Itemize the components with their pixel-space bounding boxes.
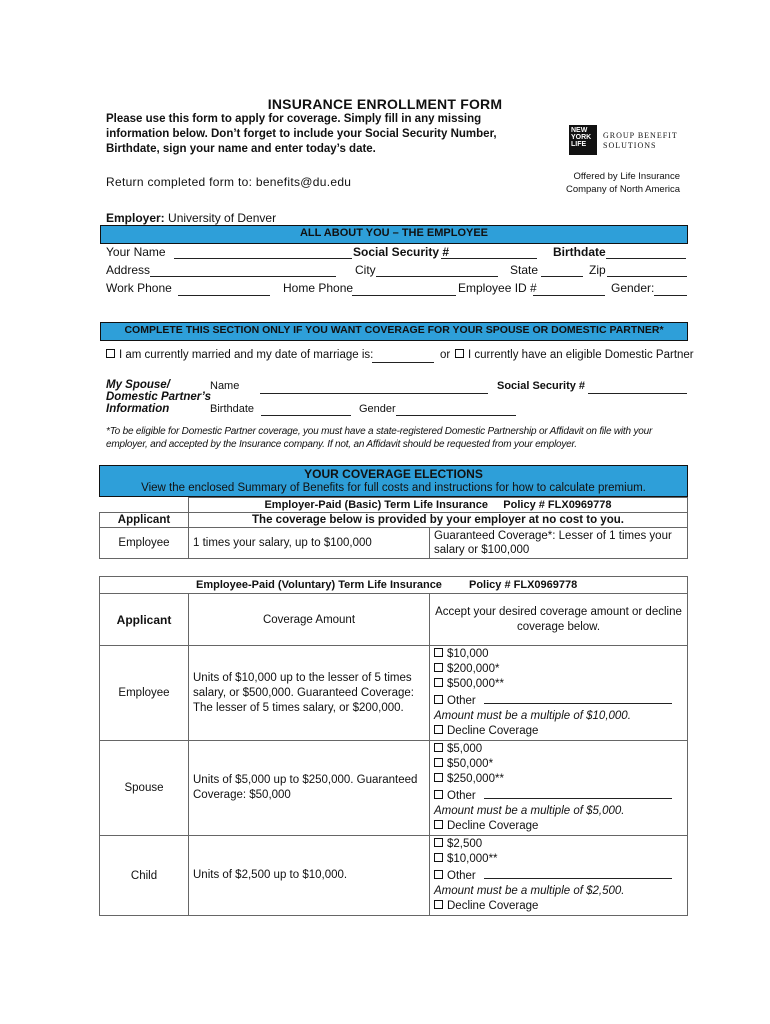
checkbox-icon[interactable] — [434, 853, 443, 862]
voluntary-applicant-header: Applicant — [100, 594, 189, 646]
checkbox-icon[interactable] — [434, 648, 443, 657]
spouse-birthdate-label: Birthdate — [210, 403, 255, 415]
spouse-other-amount-field[interactable] — [484, 787, 672, 799]
married-text: I am currently married and my date of marriage is: — [119, 349, 374, 361]
spouse-coverage-terms: Units of $5,000 up to $250,000. Guaranteed Coverage: $50,000 — [189, 741, 430, 836]
basic-applicant-employee: Employee — [100, 528, 189, 559]
spouse-birthdate-field[interactable] — [261, 415, 351, 416]
child-other-amount-field[interactable] — [484, 867, 672, 879]
partner-checkbox[interactable] — [455, 349, 464, 358]
home-phone-label: Home Phone — [283, 281, 354, 295]
zip-label: Zip — [589, 263, 606, 277]
voluntary-title-row — [100, 577, 688, 594]
spouse-name-field[interactable] — [260, 393, 488, 394]
your-name-field[interactable] — [174, 258, 352, 259]
option-employee-other[interactable]: Other — [434, 692, 683, 709]
city-label: City — [355, 263, 376, 277]
page-title: INSURANCE ENROLLMENT FORM — [267, 96, 503, 112]
checkbox-icon[interactable] — [434, 820, 443, 829]
option-employee-200000[interactable]: $200,000* — [434, 662, 683, 677]
voluntary-life-table — [99, 576, 688, 916]
voluntary-title: Employee-Paid (Voluntary) Term Life Insurance — [196, 579, 442, 591]
checkbox-icon[interactable] — [434, 900, 443, 909]
option-child-other[interactable]: Other — [434, 867, 683, 884]
offered-by: Offered by Life Insurance Company of North America — [565, 171, 680, 195]
your-name-label: Your Name — [106, 245, 166, 259]
employer-value: University of Denver — [168, 211, 277, 225]
option-employee-10000[interactable]: $10,000 — [434, 647, 683, 662]
basic-guaranteed-coverage: Guaranteed Coverage*: Lesser of 1 times your salary or $100,000 — [430, 528, 688, 559]
table-row — [100, 836, 688, 916]
or-text: or — [440, 349, 451, 361]
employee-multiple-note: Amount must be a multiple of $10,000. — [434, 710, 631, 722]
work-phone-field[interactable] — [178, 295, 270, 296]
employee-id-field[interactable] — [533, 295, 605, 296]
checkbox-icon[interactable] — [434, 678, 443, 687]
logo-text: GROUP BENEFIT SOLUTIONS — [603, 131, 678, 150]
option-employee-decline[interactable]: Decline Coverage — [434, 724, 683, 739]
employer-row — [106, 211, 276, 225]
basic-coverage-amount: 1 times your salary, up to $100,000 — [189, 528, 430, 559]
employee-other-amount-field[interactable] — [484, 692, 672, 704]
spouse-gender-label: Gender — [359, 403, 396, 415]
birthdate-field[interactable] — [606, 258, 686, 259]
checkbox-icon[interactable] — [434, 870, 443, 879]
company-logo — [569, 125, 689, 155]
option-child-2500[interactable]: $2,500 — [434, 837, 683, 852]
employee-coverage-terms: Units of $10,000 up to the lesser of 5 times salary, or $500,000. Guaranteed Coverage: The lesser of 5 times salary, or $200,000. — [189, 646, 430, 741]
married-checkbox[interactable] — [106, 349, 115, 358]
voluntary-policy: Policy # FLX0969778 — [469, 579, 578, 591]
option-employee-500000[interactable]: $500,000** — [434, 677, 683, 692]
accept-coverage-header: Accept your desired coverage amount or decline coverage below. — [430, 594, 688, 646]
marriage-date-field[interactable] — [372, 362, 434, 363]
employer-label: Employer: — [106, 211, 165, 225]
address-field[interactable] — [150, 276, 336, 277]
checkbox-icon[interactable] — [434, 773, 443, 782]
home-phone-field[interactable] — [352, 295, 456, 296]
spouse-gender-field[interactable] — [396, 415, 516, 416]
birthdate-label: Birthdate — [553, 245, 606, 259]
return-instructions: Return completed form to: benefits@du.edu — [106, 175, 352, 189]
employee-coverage-options — [430, 646, 688, 741]
option-spouse-other[interactable]: Other — [434, 787, 683, 804]
work-phone-label: Work Phone — [106, 281, 172, 295]
partner-text: I currently have an eligible Domestic Partner — [468, 349, 694, 361]
option-child-10000[interactable]: $10,000** — [434, 852, 683, 867]
state-label: State — [510, 263, 539, 277]
gender-field[interactable] — [654, 295, 687, 296]
basic-coverage-note: The coverage below is provided by your employer at no cost to you. — [189, 513, 688, 528]
state-field[interactable] — [541, 276, 583, 277]
spouse-info-heading: My Spouse/ Domestic Partner’s Information — [106, 379, 212, 415]
spouse-coverage-options — [430, 741, 688, 836]
applicant-employee: Employee — [100, 646, 189, 741]
table-row — [100, 741, 688, 836]
basic-applicant-header: Applicant — [100, 513, 189, 528]
address-label: Address — [106, 263, 151, 277]
logo-mark: NEW YORK LIFE — [569, 125, 597, 155]
ssn-field[interactable] — [441, 258, 537, 259]
instructions: Please use this form to apply for coverage. Simply fill in any missing information below. Don’t forget to include your Social Security Number, Birthdate, sign your name and enter today’s date. — [106, 113, 497, 155]
employee-id-label: Employee ID # — [458, 281, 537, 295]
checkbox-icon[interactable] — [434, 695, 443, 704]
checkbox-icon[interactable] — [434, 725, 443, 734]
spouse-multiple-note: Amount must be a multiple of $5,000. — [434, 805, 625, 817]
employee-section-title: ALL ABOUT YOU – THE EMPLOYEE — [299, 227, 489, 239]
child-coverage-terms: Units of $2,500 up to $10,000. — [189, 836, 430, 916]
child-multiple-note: Amount must be a multiple of $2,500. — [434, 885, 625, 897]
option-spouse-250000[interactable]: $250,000** — [434, 772, 683, 787]
spouse-ssn-field[interactable] — [588, 393, 687, 394]
checkbox-icon[interactable] — [434, 663, 443, 672]
domestic-partner-footnote: *To be eligible for Domestic Partner coverage, you must have a state-registered Domestic Partnership or Affidavit on file with your employer, and accepted by the Insurance company. If not, an Affidavit should be requested from your employer. — [106, 426, 653, 450]
spouse-section-title: COMPLETE THIS SECTION ONLY IF YOU WANT COVERAGE FOR YOUR SPOUSE OR DOMESTIC PARTNER* — [124, 324, 664, 336]
checkbox-icon[interactable] — [434, 790, 443, 799]
gender-label: Gender: — [611, 281, 655, 295]
applicant-spouse: Spouse — [100, 741, 189, 836]
child-coverage-options — [430, 836, 688, 916]
checkbox-icon[interactable] — [434, 838, 443, 847]
partner-option[interactable] — [455, 349, 694, 361]
zip-field[interactable] — [607, 276, 687, 277]
option-child-decline[interactable]: Decline Coverage — [434, 899, 683, 914]
elections-subtitle: View the enclosed Summary of Benefits for full costs and instructions for how to calculate premium. — [141, 482, 646, 494]
checkbox-icon[interactable] — [434, 743, 443, 752]
option-spouse-decline[interactable]: Decline Coverage — [434, 819, 683, 834]
applicant-child: Child — [100, 836, 189, 916]
table-row — [100, 646, 688, 741]
checkbox-icon[interactable] — [434, 758, 443, 767]
spouse-name-label: Name — [210, 380, 240, 392]
basic-life-title: Employer-Paid (Basic) Term Life Insurance Policy # FLX0969778 — [189, 498, 688, 513]
option-spouse-50000[interactable]: $50,000* — [434, 757, 683, 772]
married-option[interactable] — [106, 349, 373, 361]
basic-life-table — [99, 497, 688, 559]
coverage-amount-header: Coverage Amount — [189, 594, 430, 646]
ssn-label: Social Security # — [353, 245, 450, 259]
elections-title: YOUR COVERAGE ELECTIONS — [304, 467, 483, 481]
option-spouse-5000[interactable]: $5,000 — [434, 742, 683, 757]
city-field[interactable] — [376, 276, 498, 277]
spouse-ssn-label: Social Security # — [497, 380, 586, 392]
